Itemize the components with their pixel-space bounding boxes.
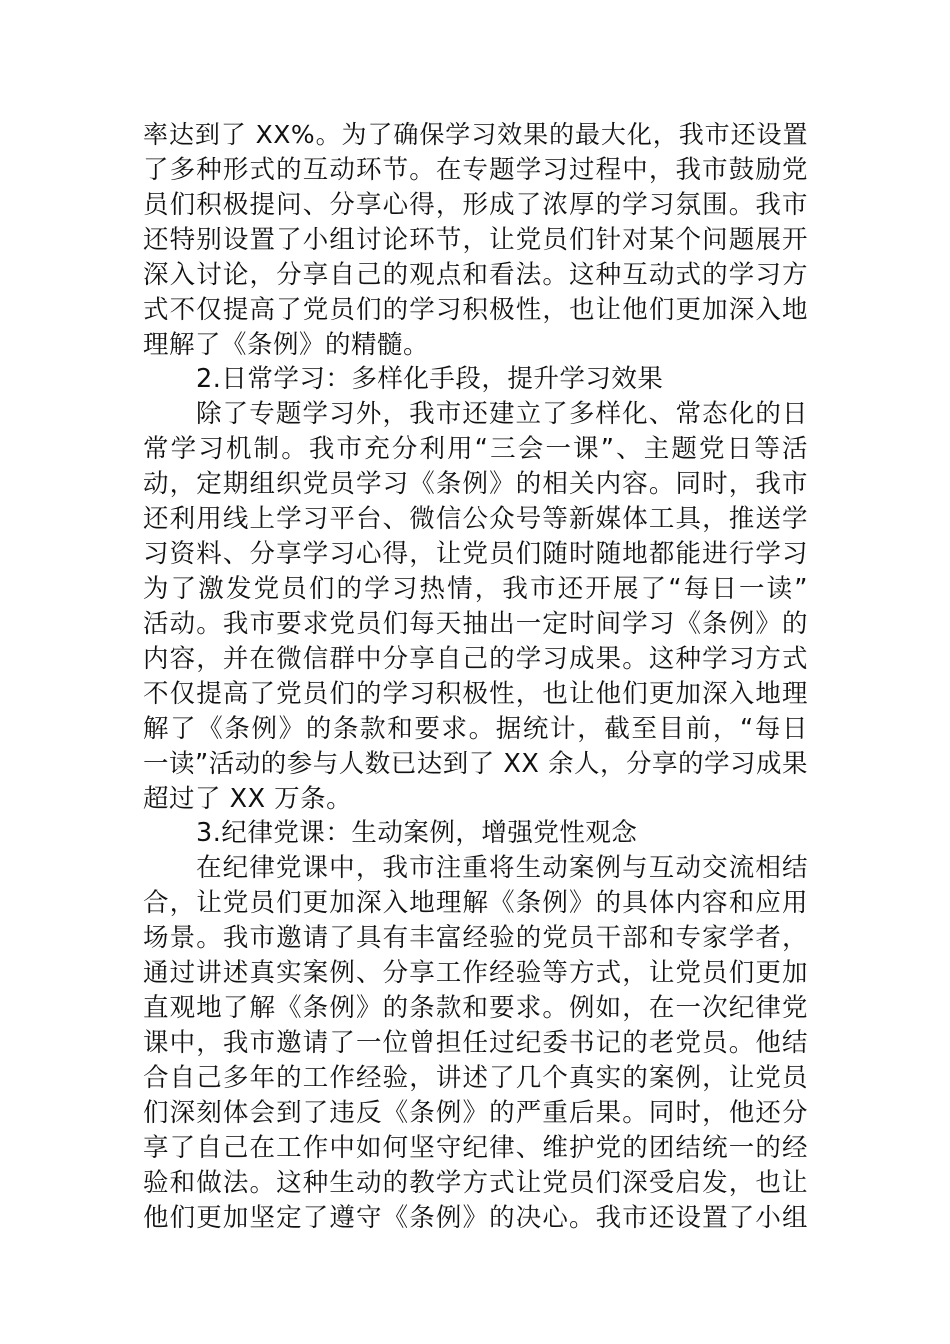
body-text-line: 率达到了 XX%。为了确保学习效果的最大化，我市还设置 [143, 120, 808, 149]
paragraph-first-line: 除了专题学习外，我市还建立了多样化、常态化的日 [196, 399, 808, 429]
body-text-line: 还利用线上学习平台、微信公众号等新媒体工具，推送学 [143, 504, 808, 534]
body-text-line: 活动。我市要求党员们每天抽出一定时间学习《条例》的 [143, 609, 808, 639]
body-text-line: 验和做法。这种生动的教学方式让党员们深受启发，也让 [143, 1168, 808, 1198]
body-text-line: 员们积极提问、分享心得，形成了浓厚的学习氛围。我市 [143, 190, 808, 220]
body-text-line: 理解了《条例》的精髓。 [143, 330, 430, 360]
body-text-line: 直观地了解《条例》的条款和要求。例如，在一次纪律党 [143, 993, 808, 1023]
body-text-line: 动，定期组织党员学习《条例》的相关内容。同时，我市 [143, 469, 808, 499]
body-text-line: 合，让党员们更加深入地理解《条例》的具体内容和应用 [143, 888, 808, 918]
section-heading: 3.纪律党课：生动案例，增强党性观念 [196, 818, 638, 848]
body-text-line: 常学习机制。我市充分利用“三会一课”、主题党日等活 [143, 434, 808, 464]
body-text-line: 场景。我市邀请了具有丰富经验的党员干部和专家学者， [143, 923, 808, 953]
body-text-line: 通过讲述真实案例、分享工作经验等方式，让党员们更加 [143, 958, 808, 988]
body-text-line: 一读”活动的参与人数已达到了 XX 余人，分享的学习成果 [143, 749, 808, 779]
body-text-line: 深入讨论，分享自己的观点和看法。这种互动式的学习方 [143, 260, 808, 290]
body-text-line: 解了《条例》的条款和要求。据统计，截至目前，“每日 [143, 714, 808, 744]
body-text-line: 内容，并在微信群中分享自己的学习成果。这种学习方式 [143, 644, 808, 674]
body-text-line: 式不仅提高了党员们的学习积极性，也让他们更加深入地 [143, 295, 808, 325]
body-text-line: 合自己多年的工作经验，讲述了几个真实的案例，让党员 [143, 1063, 808, 1093]
body-text-line: 享了自己在工作中如何坚守纪律、维护党的团结统一的经 [143, 1133, 808, 1163]
body-text-line: 课中，我市邀请了一位曾担任过纪委书记的老党员。他结 [143, 1028, 808, 1058]
body-text-line: 还特别设置了小组讨论环节，让党员们针对某个问题展开 [143, 225, 808, 255]
body-text-line: 不仅提高了党员们的学习积极性，也让他们更加深入地理 [143, 679, 808, 709]
section-heading: 2.日常学习：多样化手段，提升学习效果 [196, 364, 664, 394]
body-text-line: 他们更加坚定了遵守《条例》的决心。我市还设置了小组 [143, 1203, 808, 1233]
body-text-line: 习资料、分享学习心得，让党员们随时随地都能进行学习 [143, 539, 808, 569]
body-text-line: 们深刻体会到了违反《条例》的严重后果。同时，他还分 [143, 1098, 808, 1128]
paragraph-first-line: 在纪律党课中，我市注重将生动案例与互动交流相结 [196, 853, 808, 883]
body-text-line: 了多种形式的互动环节。在专题学习过程中，我市鼓励党 [143, 155, 808, 185]
body-text-line: 为了激发党员们的学习热情，我市还开展了“每日一读” [143, 574, 808, 604]
body-text-line: 超过了 XX 万条。 [143, 784, 353, 814]
